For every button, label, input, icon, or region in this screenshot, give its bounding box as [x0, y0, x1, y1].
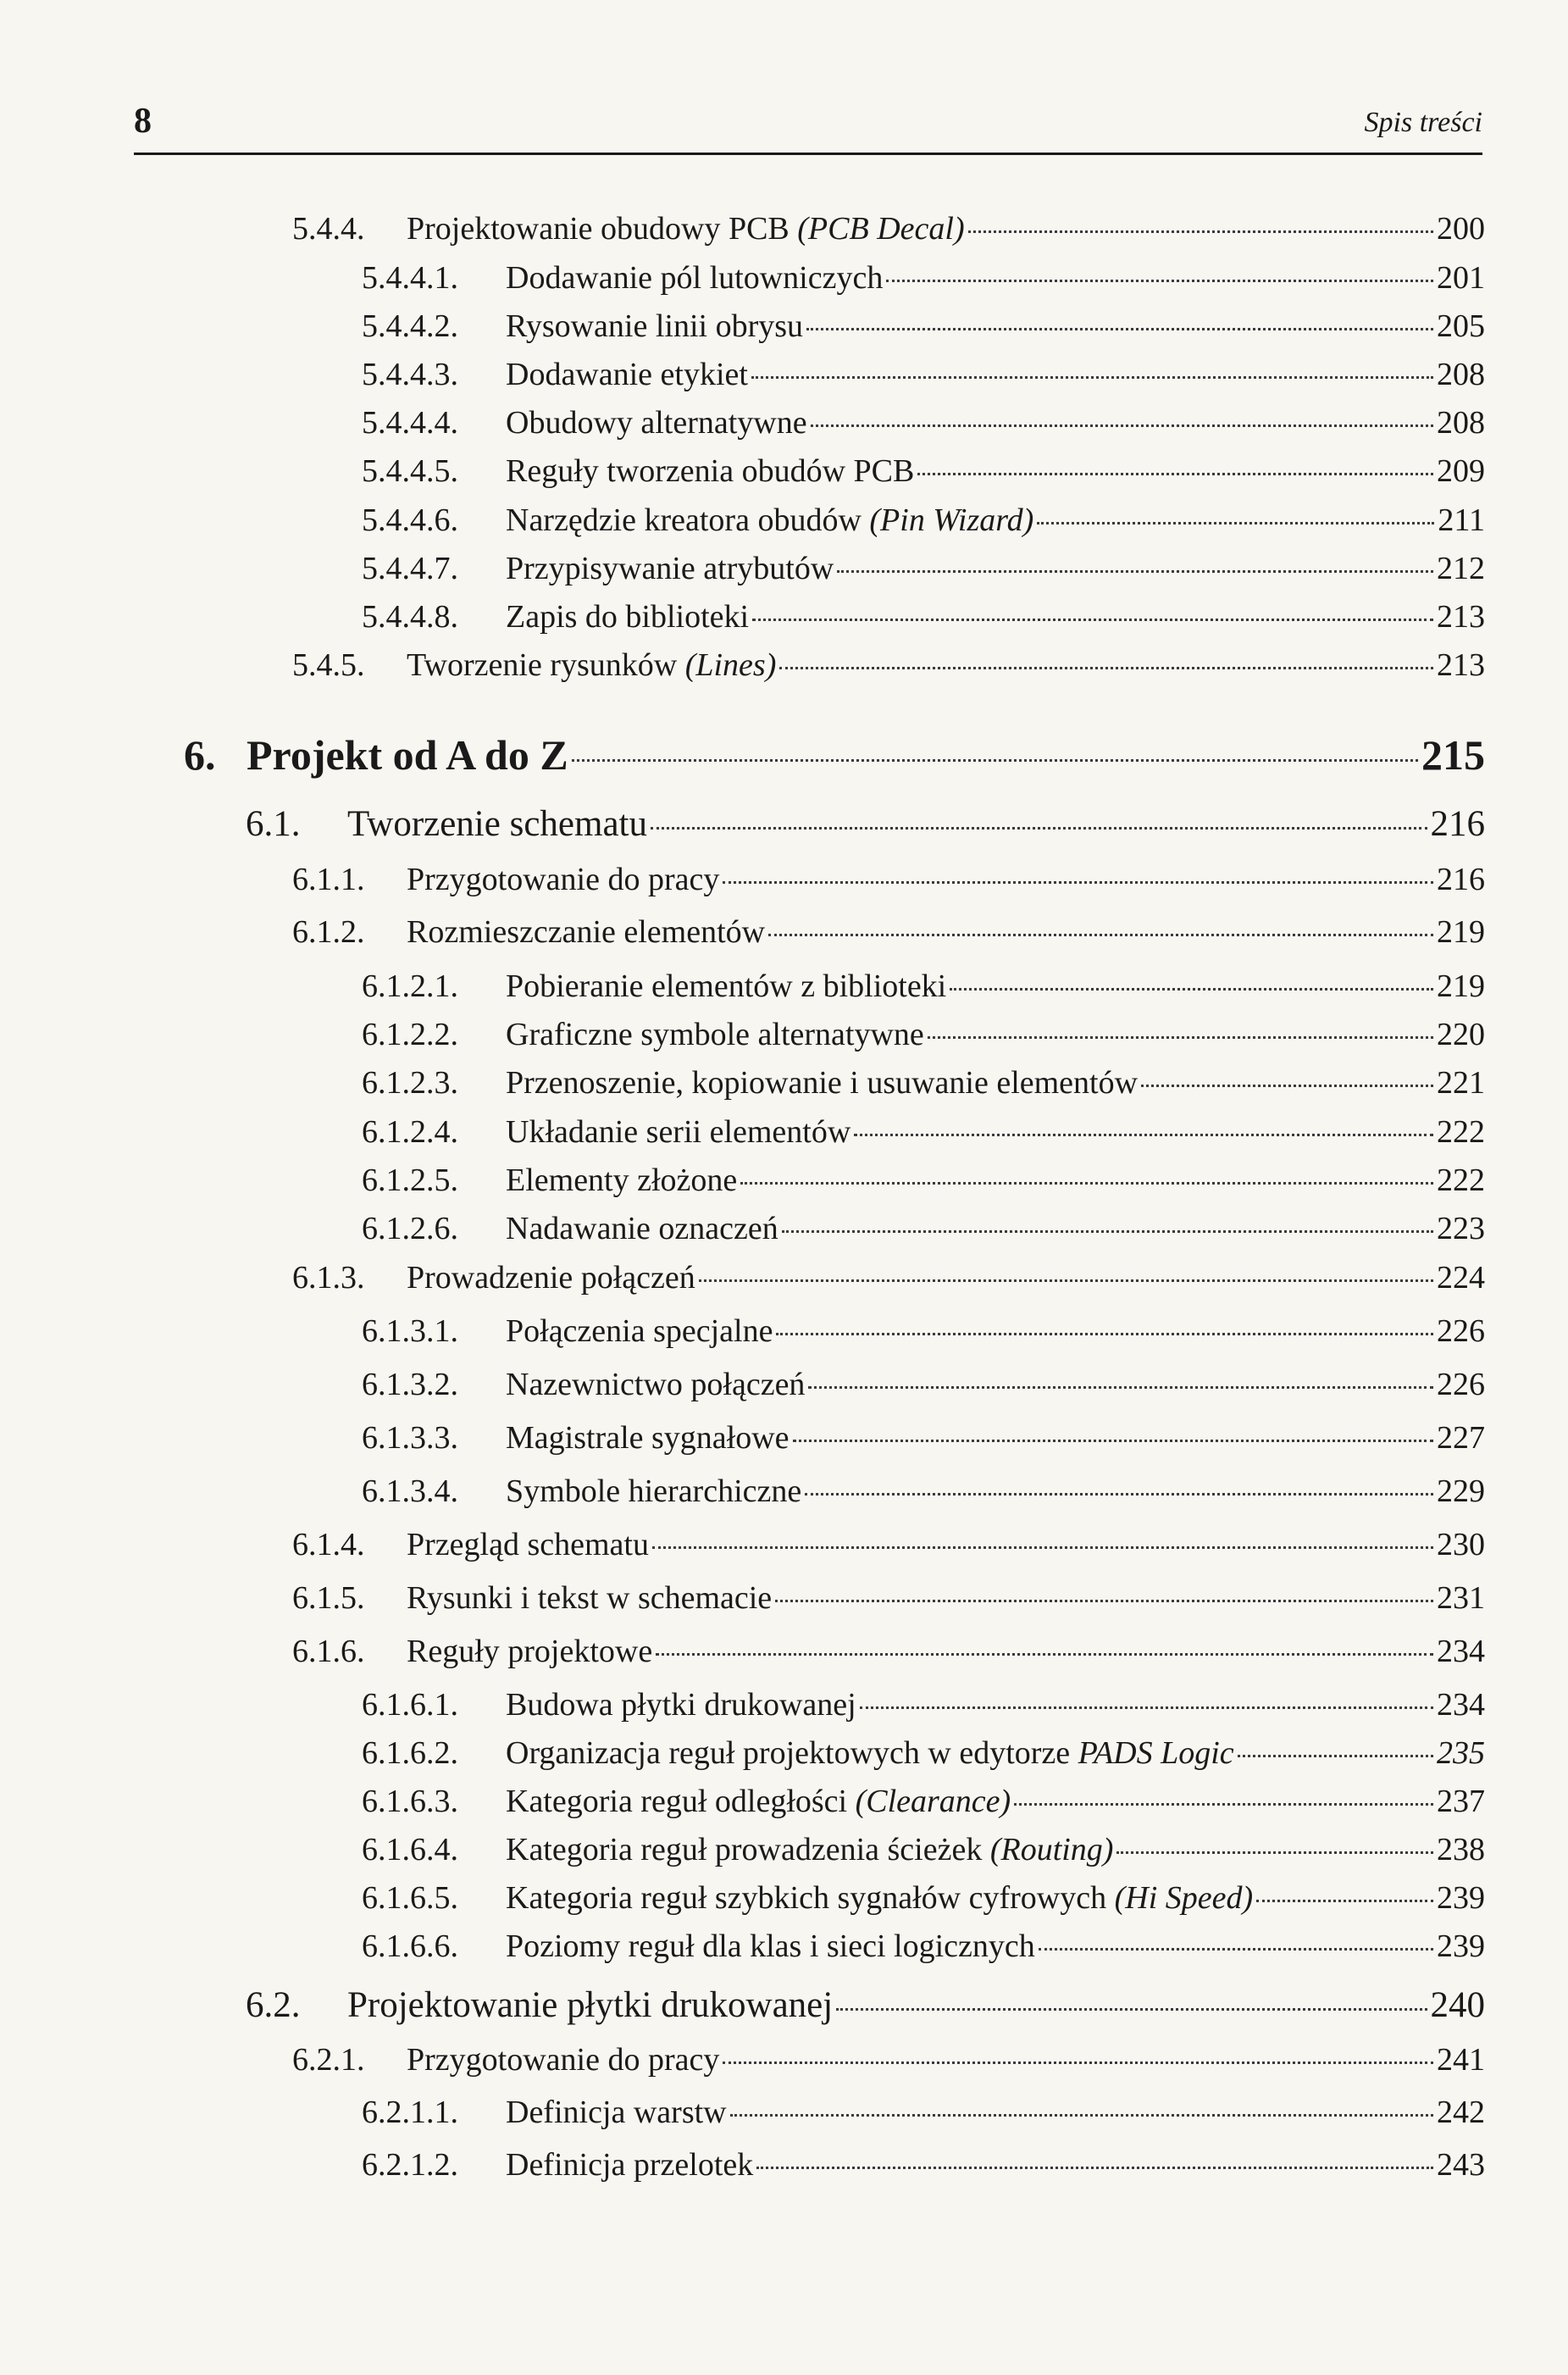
toc-number: 6.1.6.1. [362, 1687, 458, 1723]
toc-page: 213 [1437, 599, 1485, 635]
toc-leader [723, 881, 1433, 884]
toc-number: 5.4.4.6. [362, 502, 458, 538]
toc-entry[interactable] [292, 1633, 1485, 1670]
toc-leader [776, 1333, 1433, 1335]
toc-title: Kategoria reguł odległości (Clearance) [506, 1784, 1011, 1819]
toc-page: 235 [1437, 1735, 1485, 1771]
toc-title: Kategoria reguł szybkich sygnałów cyfrowych (Hi Speed) [506, 1880, 1254, 1916]
toc-leader [950, 988, 1433, 991]
toc-entry[interactable] [362, 1686, 1485, 1723]
toc-page: 215 [1421, 731, 1485, 779]
toc-leader [752, 619, 1433, 621]
toc-entry[interactable] [362, 598, 1485, 635]
toc-page: 216 [1430, 804, 1485, 844]
toc-leader [572, 759, 1418, 762]
toc-title: Zapis do biblioteki [506, 599, 750, 635]
toc-number: 6.1.5. [292, 1580, 365, 1616]
toc-section[interactable] [246, 803, 1485, 845]
toc-entry[interactable] [292, 646, 1485, 684]
toc-title: Projektowanie płytki drukowanej [347, 1985, 834, 2025]
toc-entry[interactable] [362, 1928, 1485, 1965]
toc-page: 239 [1437, 1880, 1485, 1916]
toc-entry[interactable] [362, 968, 1485, 1005]
toc-entry[interactable] [292, 913, 1485, 951]
toc-page: 221 [1437, 1065, 1485, 1101]
toc-page: 226 [1437, 1367, 1485, 1402]
toc-leader [740, 1182, 1433, 1185]
toc-title: Elementy złożone [506, 1163, 738, 1198]
toc-page: 201 [1437, 260, 1485, 296]
toc-title: Nadawanie oznaczeń [506, 1211, 778, 1246]
toc-number: 6.1.6. [292, 1634, 365, 1669]
toc-page: 238 [1437, 1832, 1485, 1867]
toc-number: 5.4.4.8. [362, 599, 458, 635]
toc-leader [699, 1279, 1433, 1282]
toc-page: 230 [1437, 1527, 1485, 1562]
toc-entry[interactable] [362, 2146, 1485, 2184]
toc-entry[interactable] [362, 1064, 1485, 1101]
toc-entry[interactable] [292, 1579, 1485, 1617]
toc-leader [1141, 1085, 1433, 1087]
toc-entry[interactable] [362, 308, 1485, 345]
toc-page: 208 [1437, 357, 1485, 392]
toc-number: 6.2.1.1. [362, 2095, 458, 2130]
toc-page: 223 [1437, 1211, 1485, 1246]
toc-entry[interactable] [362, 1734, 1485, 1772]
toc-number: 6.1.4. [292, 1527, 365, 1562]
toc-entry[interactable] [362, 404, 1485, 441]
toc-page: 242 [1437, 2095, 1485, 2130]
toc-leader [808, 1386, 1433, 1389]
toc-entry[interactable] [292, 2041, 1485, 2078]
toc-page: 219 [1437, 968, 1485, 1004]
toc-title: Dodawanie pól lutowniczych [506, 260, 884, 296]
toc-leader [652, 1546, 1433, 1549]
toc-number: 6.1.3.4. [362, 1473, 458, 1509]
toc-number: 5.4.5. [292, 647, 365, 683]
toc-entry[interactable] [362, 1016, 1485, 1053]
toc-number: 5.4.4.2. [362, 308, 458, 344]
toc-title: Rysunki i tekst w schemacie [407, 1580, 773, 1616]
toc-number: 6. [184, 731, 216, 779]
toc-number: 5.4.4. [292, 211, 365, 247]
toc-number: 5.4.4.7. [362, 551, 458, 586]
toc-page: 212 [1437, 551, 1485, 586]
toc-title: Definicja przelotek [506, 2147, 754, 2183]
toc-page: 241 [1437, 2042, 1485, 2078]
toc-page: 205 [1437, 308, 1485, 344]
toc-leader [1037, 522, 1434, 524]
toc-entry[interactable] [362, 1783, 1485, 1820]
toc-page: 227 [1437, 1420, 1485, 1456]
toc-title: Połączenia specjalne [506, 1313, 773, 1349]
toc-number: 5.4.4.1. [362, 260, 458, 296]
toc-title: Tworzenie rysunków (Lines) [407, 647, 777, 683]
toc-leader [751, 376, 1433, 379]
toc-page: 222 [1437, 1114, 1485, 1150]
toc-leader [730, 2114, 1433, 2117]
toc-title: Obudowy alternatywne [506, 405, 807, 441]
toc-title: Narzędzie kreatora obudów (Pin Wizard) [506, 502, 1034, 538]
toc-entry[interactable] [292, 1259, 1485, 1296]
toc-entry[interactable] [362, 1312, 1485, 1350]
toc-leader [806, 328, 1433, 330]
toc-leader [768, 934, 1433, 936]
toc-page: 209 [1437, 453, 1485, 489]
toc-leader [1116, 1851, 1433, 1854]
toc-leader [723, 2061, 1433, 2064]
toc-number: 6.1.2.5. [362, 1163, 458, 1198]
toc-leader [1238, 1755, 1433, 1757]
toc-leader [775, 1600, 1433, 1602]
toc-leader [928, 1036, 1433, 1039]
toc-leader [651, 827, 1427, 830]
toc-leader [811, 425, 1433, 427]
toc-leader [968, 230, 1433, 233]
toc-leader [1039, 1948, 1433, 1950]
toc-number: 6.1.3.2. [362, 1367, 458, 1402]
toc-leader [1256, 1900, 1433, 1902]
toc-title: Rozmieszczanie elementów [407, 914, 766, 950]
toc-page: 211 [1438, 502, 1485, 538]
toc-entry[interactable] [292, 1526, 1485, 1563]
toc-page: 208 [1437, 405, 1485, 441]
toc-entry[interactable] [362, 1162, 1485, 1199]
toc-title: Przegląd schematu [407, 1527, 649, 1562]
toc-number: 6.1. [246, 804, 301, 844]
toc-entry[interactable] [362, 1113, 1485, 1151]
toc-title: Symbole hierarchiczne [506, 1473, 802, 1509]
toc-entry[interactable] [362, 550, 1485, 587]
toc-title: Graficzne symbole alternatywne [506, 1017, 924, 1052]
toc-number: 6.1.2.6. [362, 1211, 458, 1246]
toc-number: 6.1.6.3. [362, 1784, 458, 1819]
toc-entry[interactable] [362, 1419, 1485, 1457]
toc-number: 5.4.4.5. [362, 453, 458, 489]
toc-leader [1014, 1803, 1433, 1806]
toc-number: 6.2.1.2. [362, 2147, 458, 2183]
toc-leader [656, 1653, 1433, 1656]
toc-title: Kategoria reguł prowadzenia ścieżek (Routing) [506, 1832, 1114, 1867]
toc-number: 6.2. [246, 1985, 301, 2025]
toc-title: Budowa płytki drukowanej [506, 1687, 856, 1723]
toc-title: Definicja warstw [506, 2095, 727, 2130]
toc-title: Układanie serii elementów [506, 1114, 851, 1150]
toc-entry[interactable] [362, 1473, 1485, 1510]
toc-entry[interactable] [362, 2094, 1485, 2131]
page-number: 8 [134, 102, 152, 141]
toc-title: Rysowanie linii obrysu [506, 308, 804, 344]
toc-leader [756, 2167, 1433, 2169]
toc-page: 216 [1437, 862, 1485, 897]
toc-page: 231 [1437, 1580, 1485, 1616]
toc-page: 226 [1437, 1313, 1485, 1349]
toc-title: Pobieranie elementów z biblioteki [506, 968, 947, 1004]
toc-entry[interactable] [362, 1210, 1485, 1247]
toc-entry[interactable] [292, 210, 1485, 247]
toc-page: 222 [1437, 1163, 1485, 1198]
toc-number: 5.4.4.3. [362, 357, 458, 392]
toc-entry[interactable] [362, 356, 1485, 393]
toc-leader [805, 1493, 1433, 1495]
toc-number: 6.1.6.4. [362, 1832, 458, 1867]
toc-page: 234 [1437, 1634, 1485, 1669]
toc-title: Przygotowanie do pracy [407, 2042, 720, 2078]
toc-chapter[interactable] [184, 730, 1485, 780]
toc-entry[interactable] [292, 861, 1485, 898]
toc-leader [782, 1230, 1433, 1233]
toc-page: 240 [1430, 1985, 1485, 2025]
toc-number: 6.1.3. [292, 1260, 365, 1296]
toc-entry[interactable] [362, 259, 1485, 297]
toc-number: 6.1.3.1. [362, 1313, 458, 1349]
toc-entry[interactable] [362, 502, 1485, 539]
toc-number: 5.4.4.4. [362, 405, 458, 441]
toc-leader [837, 570, 1433, 573]
toc-entry[interactable] [362, 1831, 1485, 1868]
toc-number: 6.1.6.6. [362, 1928, 458, 1964]
toc-page: 234 [1437, 1687, 1485, 1723]
toc-number: 6.1.2. [292, 914, 365, 950]
toc-title: Poziomy reguł dla klas i sieci logicznych [506, 1928, 1035, 1964]
toc-number: 6.1.6.2. [362, 1735, 458, 1771]
toc-number: 6.1.2.4. [362, 1114, 458, 1150]
toc-page: 243 [1437, 2147, 1485, 2183]
toc-entry[interactable] [362, 1366, 1485, 1403]
toc-number: 6.1.1. [292, 862, 365, 897]
toc-title: Projektowanie obudowy PCB (PCB Decal) [407, 211, 965, 247]
toc-leader [854, 1134, 1433, 1136]
toc-number: 6.1.2.2. [362, 1017, 458, 1052]
toc-section[interactable] [246, 1984, 1485, 2026]
toc-page: 239 [1437, 1928, 1485, 1964]
toc-number: 6.1.3.3. [362, 1420, 458, 1456]
toc-title: Przypisywanie atrybutów [506, 551, 834, 586]
toc-page: 224 [1437, 1260, 1485, 1296]
running-title: Spis treści [1364, 107, 1482, 138]
toc-page: 220 [1437, 1017, 1485, 1052]
toc-leader [860, 1706, 1433, 1709]
toc-entry[interactable] [362, 1879, 1485, 1917]
toc-page: 219 [1437, 914, 1485, 950]
toc-title: Przenoszenie, kopiowanie i usuwanie elementów [506, 1065, 1139, 1101]
toc-title: Projekt od A do Z [247, 731, 568, 779]
toc-title: Tworzenie schematu [347, 804, 647, 844]
toc-title: Organizacja reguł projektowych w edytorze PADS Logic [506, 1735, 1234, 1771]
toc-title: Reguły tworzenia obudów PCB [506, 453, 915, 489]
toc-title: Dodawanie etykiet [506, 357, 748, 392]
toc-leader [917, 473, 1433, 475]
toc-leader [793, 1440, 1433, 1442]
toc-entry[interactable] [362, 452, 1485, 490]
toc-title: Magistrale sygnałowe [506, 1420, 790, 1456]
toc-title: Prowadzenie połączeń [407, 1260, 695, 1296]
toc-number: 6.1.2.1. [362, 968, 458, 1004]
toc-title: Przygotowanie do pracy [407, 862, 720, 897]
toc-leader [836, 2008, 1427, 2011]
toc-page: 213 [1437, 647, 1485, 683]
toc-page: 237 [1437, 1784, 1485, 1819]
toc-leader [779, 667, 1433, 669]
toc-leader [886, 280, 1433, 282]
toc-number: 6.2.1. [292, 2042, 365, 2078]
toc-title: Nazewnictwo połączeń [506, 1367, 806, 1402]
toc-number: 6.1.6.5. [362, 1880, 458, 1916]
toc-number: 6.1.2.3. [362, 1065, 458, 1101]
toc-page: 200 [1437, 211, 1485, 247]
toc-title: Reguły projektowe [407, 1634, 653, 1669]
toc-page: 229 [1437, 1473, 1485, 1509]
